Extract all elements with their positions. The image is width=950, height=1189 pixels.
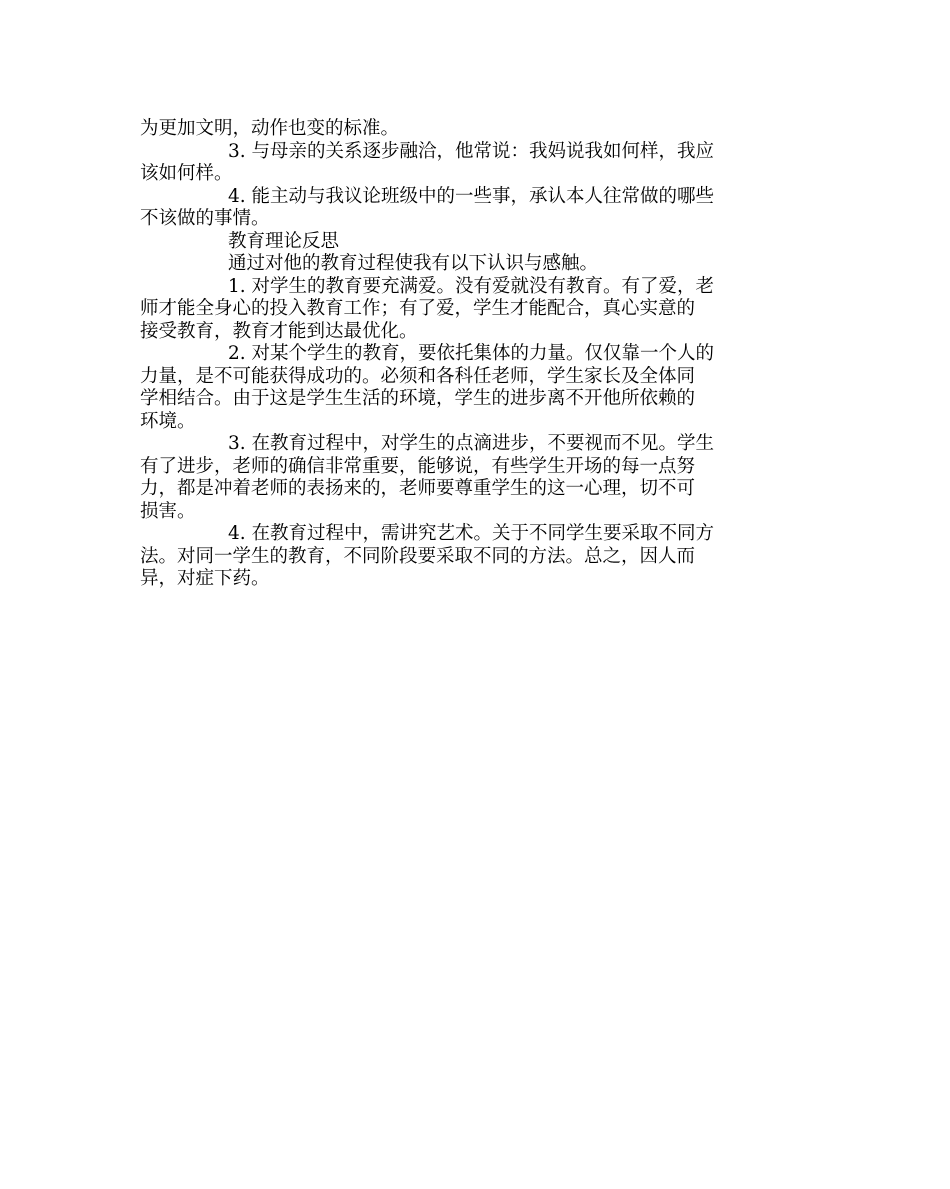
text-line: 有了进步，老师的确信非常重要，能够说，有些学生开场的每一点努 <box>140 455 696 477</box>
text-line: 学相结合。由于这是学生生活的环境，学生的进步离不开他所依赖的 <box>140 388 696 409</box>
text-line: 师才能全身心的投入教育工作；有了爱，学生才能配合，真心实意的 <box>140 298 696 319</box>
paragraph-point-4 <box>140 523 812 591</box>
document-body <box>140 118 812 591</box>
text-line: 接受教育，教育才能到达最优化。 <box>140 320 418 342</box>
text-line: 为更加文明，动作也变的标准。 <box>140 118 400 139</box>
paragraph-point-2 <box>140 343 812 433</box>
paragraph-item-4-discussion <box>140 186 812 231</box>
paragraph-continuation <box>140 118 812 141</box>
text-line: 2. 对某个学生的教育，要依托集体的力量。仅仅靠一个人的 <box>228 343 715 364</box>
section-heading <box>140 231 812 254</box>
text-line: 1. 对学生的教育要充满爱。没有爱就没有教育。有了爱，老 <box>228 275 715 297</box>
text-line: 3. 在教育过程中，对学生的点滴进步，不要视而不见。学生 <box>228 433 715 454</box>
text-line: 损害。 <box>140 500 196 522</box>
text-line: 4. 能主动与我议论班级中的一些事，承认本人往常做的哪些 <box>228 185 715 207</box>
paragraph-point-3 <box>140 433 812 523</box>
text-line: 该如何样。 <box>140 163 233 184</box>
paragraph-item-3-mother <box>140 141 812 186</box>
section-title: 教育理论反思 <box>228 230 340 252</box>
text-line: 通过对他的教育过程使我有以下认识与感触。 <box>228 253 599 274</box>
text-line: 环境。 <box>140 410 196 432</box>
text-line: 不该做的事情。 <box>140 208 270 229</box>
text-line: 法。对同一学生的教育，不同阶段要采取不同的方法。总之，因人而 <box>140 545 696 567</box>
text-line: 力量，是不可能获得成功的。必须和各科任老师，学生家长及全体同 <box>140 365 696 387</box>
paragraph-intro <box>140 253 812 276</box>
paragraph-point-1 <box>140 276 812 344</box>
text-line: 异，对症下药。 <box>140 568 270 589</box>
text-line: 力，都是冲着老师的表扬来的，老师要尊重学生的这一心理，切不可 <box>140 478 696 499</box>
text-line: 3. 与母亲的关系逐步融洽，他常说：我妈说我如何样，我应 <box>228 140 715 162</box>
text-line: 4. 在教育过程中，需讲究艺术。关于不同学生要采取不同方 <box>228 523 715 544</box>
